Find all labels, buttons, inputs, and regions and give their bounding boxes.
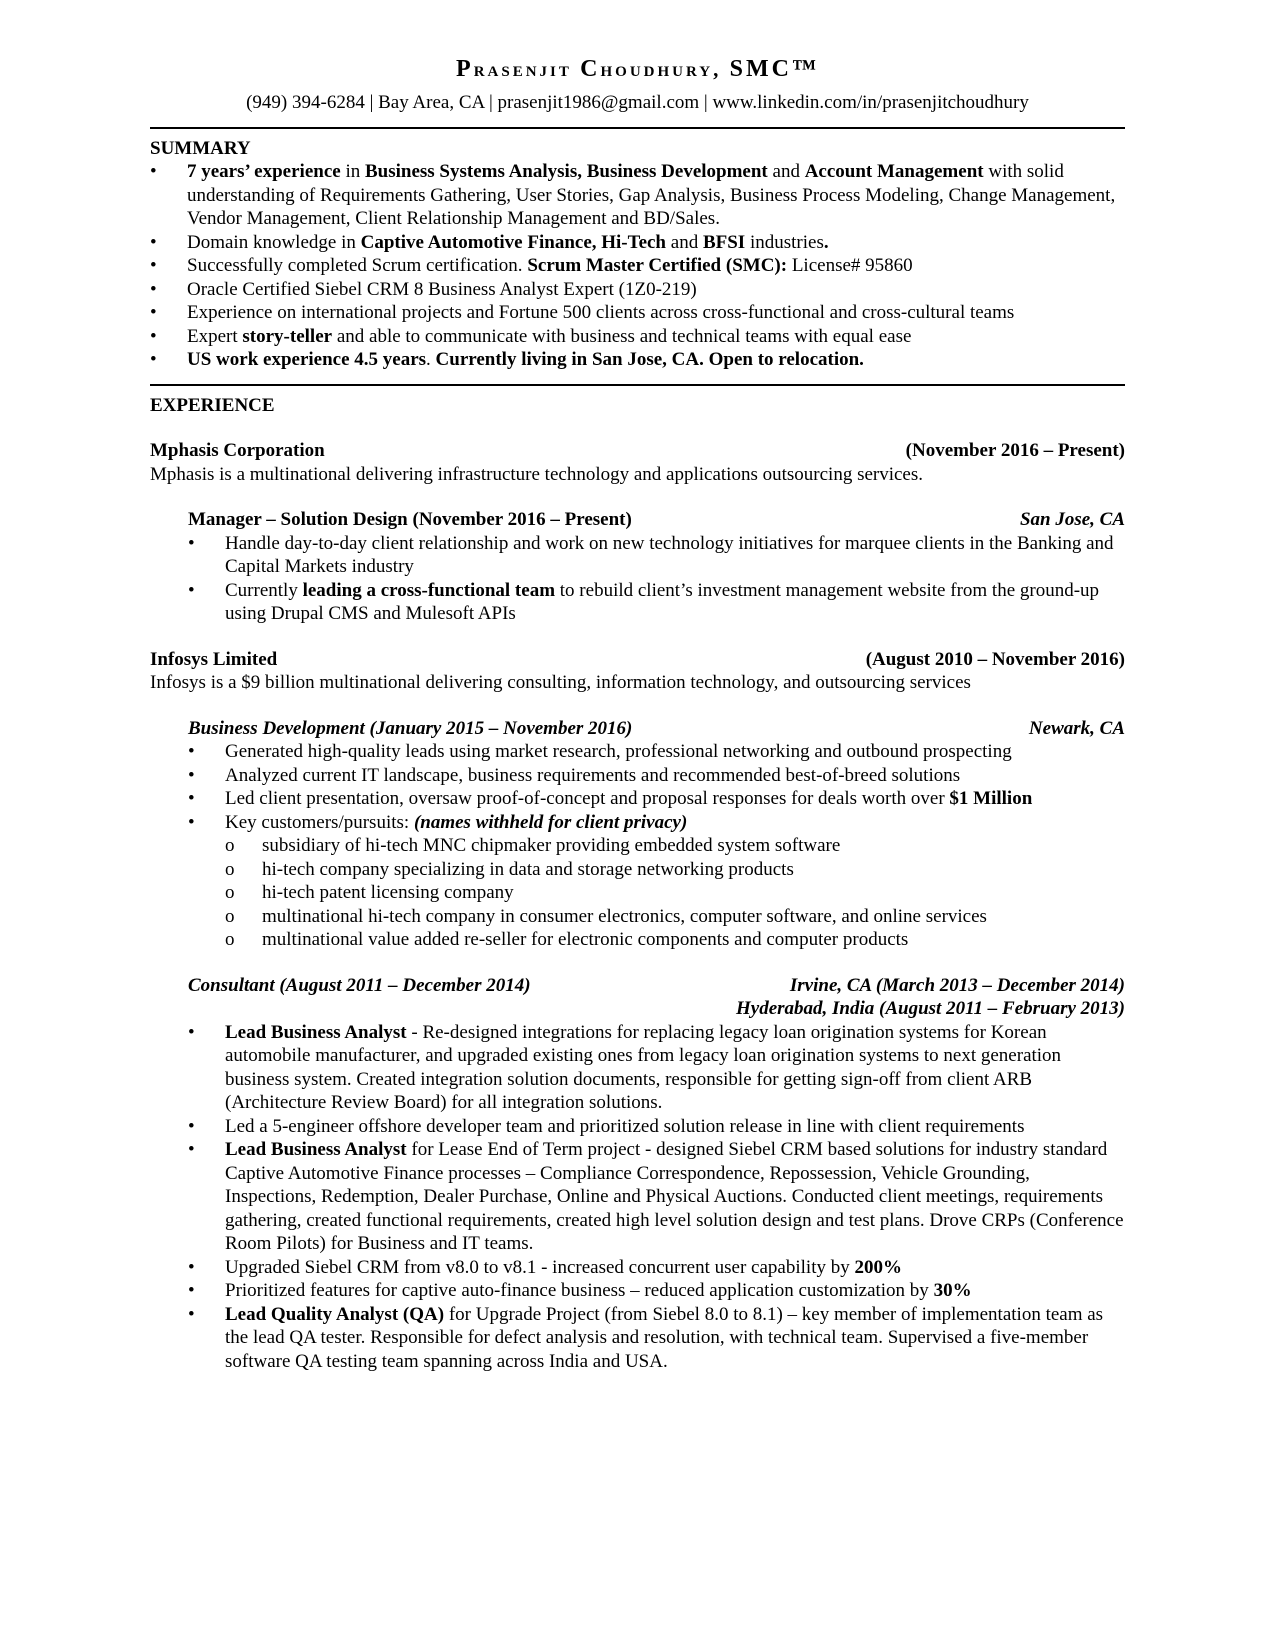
customer-item: o subsidiary of hi-tech MNC chipmaker providing embedded system software [150, 834, 1125, 858]
customer-item: o multinational hi-tech company in consumer electronics, computer software, and online services [150, 905, 1125, 929]
company-dates: (November 2016 – Present) [905, 440, 1125, 461]
role-location: Newark, CA [1028, 717, 1125, 739]
role-bullet: • Led a 5-engineer offshore developer team and prioritized solution release in line with client requirements [150, 1115, 1125, 1139]
role-location: San Jose, CA [1019, 509, 1125, 530]
name-last-initial: C [580, 56, 601, 82]
role-bullet: • Analyzed current IT landscape, business requirements and recommended best-of-breed solutions [150, 764, 1125, 788]
resume-page [150, 55, 1125, 1373]
customer-item: o hi-tech patent licensing company [150, 881, 1125, 905]
role-bullet: • Prioritized features for captive auto-finance business – reduced application customization by 30% [150, 1279, 1125, 1303]
company-dates: (August 2010 – November 2016) [865, 648, 1125, 670]
role-bullets [150, 1021, 1125, 1374]
company-header-infosys [150, 648, 1125, 672]
customer-item: o multinational value added re-seller for electronic components and computer products [150, 928, 1125, 952]
divider [150, 127, 1125, 129]
summary-item: • 7 years’ experience in Business Systems Analysis, Business Development and Account Management with solid understanding of Requirements Gathering, User Stories, Gap Analysis, Business Process Modeling, Change Management, Vendor Management, Client Relationship Management and BD/Sales. [150, 160, 1125, 231]
summary-list [150, 160, 1125, 372]
role-bullet: • Lead Business Analyst for Lease End of Term project - designed Siebel CRM based solutions for industry standard Captive Automotive Finance processes – Compliance Correspondence, Repossession, Vehicle Grounding, Inspections, Redemption, Dealer Purchase, Online and Physical Auctions. Conducted client meetings, requirements gathering, created functional requirements, created high level solution design and test plans. Drove CRPs (Conference Room Pilots) for Business and IT teams. [150, 1138, 1125, 1256]
candidate-name [150, 55, 1125, 83]
company-name: Mphasis Corporation [150, 440, 325, 461]
role-bullets [150, 740, 1125, 834]
company-description: Mphasis is a multinational delivering infrastructure technology and applications outsourcing services. [150, 463, 924, 485]
role-bullet: • Led client presentation, oversaw proof-of-concept and proposal responses for deals worth over $1 Million [150, 787, 1125, 811]
role-location: Hyderabad, India (August 2011 – February 2013) [735, 998, 1125, 1019]
summary-item: • Successfully completed Scrum certification. Scrum Master Certified (SMC): License# 95860 [150, 254, 1125, 278]
summary-item: • Expert story-teller and able to communicate with business and technical teams with equal ease [150, 325, 1125, 349]
customer-item: o hi-tech company specializing in data and storage networking products [150, 858, 1125, 882]
name-suffix: SMC™ [729, 56, 819, 82]
experience-heading: EXPERIENCE [150, 394, 275, 416]
summary-item: • Domain knowledge in Captive Automotive Finance, Hi-Tech and BFSI industries. [150, 231, 1125, 255]
role-bullet: • Upgraded Siebel CRM from v8.0 to v8.1 - increased concurrent user capability by 200% [150, 1256, 1125, 1280]
summary-item: • US work experience 4.5 years. Currently living in San Jose, CA. Open to relocation. [150, 348, 1125, 372]
contact-line: (949) 394-6284 | Bay Area, CA | prasenjit1986@gmail.com | www.linkedin.com/in/prasenjitchoudhury [246, 92, 1029, 113]
role-header [150, 717, 1125, 741]
role-header [150, 508, 1125, 532]
role-bullet: • Generated high-quality leads using market research, professional networking and outbound prospecting [150, 740, 1125, 764]
role-locations [736, 974, 1125, 1021]
summary-heading: SUMMARY [150, 137, 251, 159]
customer-list [150, 834, 1125, 952]
role-bullet: • Key customers/pursuits: (names withheld for client privacy) [150, 811, 1125, 835]
role-bullets [150, 532, 1125, 626]
role-bullet: • Lead Quality Analyst (QA) for Upgrade Project (from Siebel 8.0 to 8.1) – key member of implementation team as the lead QA tester. Responsible for defect analysis and resolution, with technical team. Supervised a five-member software QA testing team spanning across India and USA. [150, 1303, 1125, 1374]
divider [150, 384, 1125, 386]
company-header-mphasis [150, 439, 1125, 463]
role-title: Consultant (August 2011 – December 2014) [188, 974, 531, 996]
role-title: Business Development (January 2015 – November 2016) [188, 717, 633, 739]
role-bullet: • Lead Business Analyst - Re-designed integrations for replacing legacy loan origination systems for Korean automobile manufacturer, and upgraded existing ones from legacy loan origination systems to next generation business system. Created integration solution documents, responsible for getting sign-off from client ARB (Architecture Review Board) for all integration solutions. [150, 1021, 1125, 1115]
name-first-initial: P [456, 56, 474, 82]
role-header [150, 974, 1125, 1021]
role-bullet: • Currently leading a cross-functional team to rebuild client’s investment management website from the ground-up using Drupal CMS and Mulesoft APIs [150, 579, 1125, 626]
company-name: Infosys Limited [150, 648, 278, 670]
role-title: Manager – Solution Design (November 2016 – Present) [188, 509, 632, 530]
company-description: Infosys is a $9 billion multinational delivering consulting, information technology, and outsourcing services [150, 672, 971, 693]
name-first-rest: rasenjit [473, 57, 572, 81]
summary-item: • Oracle Certified Siebel CRM 8 Business Analyst Expert (1Z0-219) [150, 278, 1125, 302]
name-last-rest: houdhury, [600, 57, 722, 81]
role-location: Irvine, CA (March 2013 – December 2014) [789, 974, 1125, 996]
role-bullet: • Handle day-to-day client relationship and work on new technology initiatives for marquee clients in the Banking and Capital Markets industry [150, 532, 1125, 579]
summary-item: • Experience on international projects and Fortune 500 clients across cross-functional and cross-cultural teams [150, 301, 1125, 325]
